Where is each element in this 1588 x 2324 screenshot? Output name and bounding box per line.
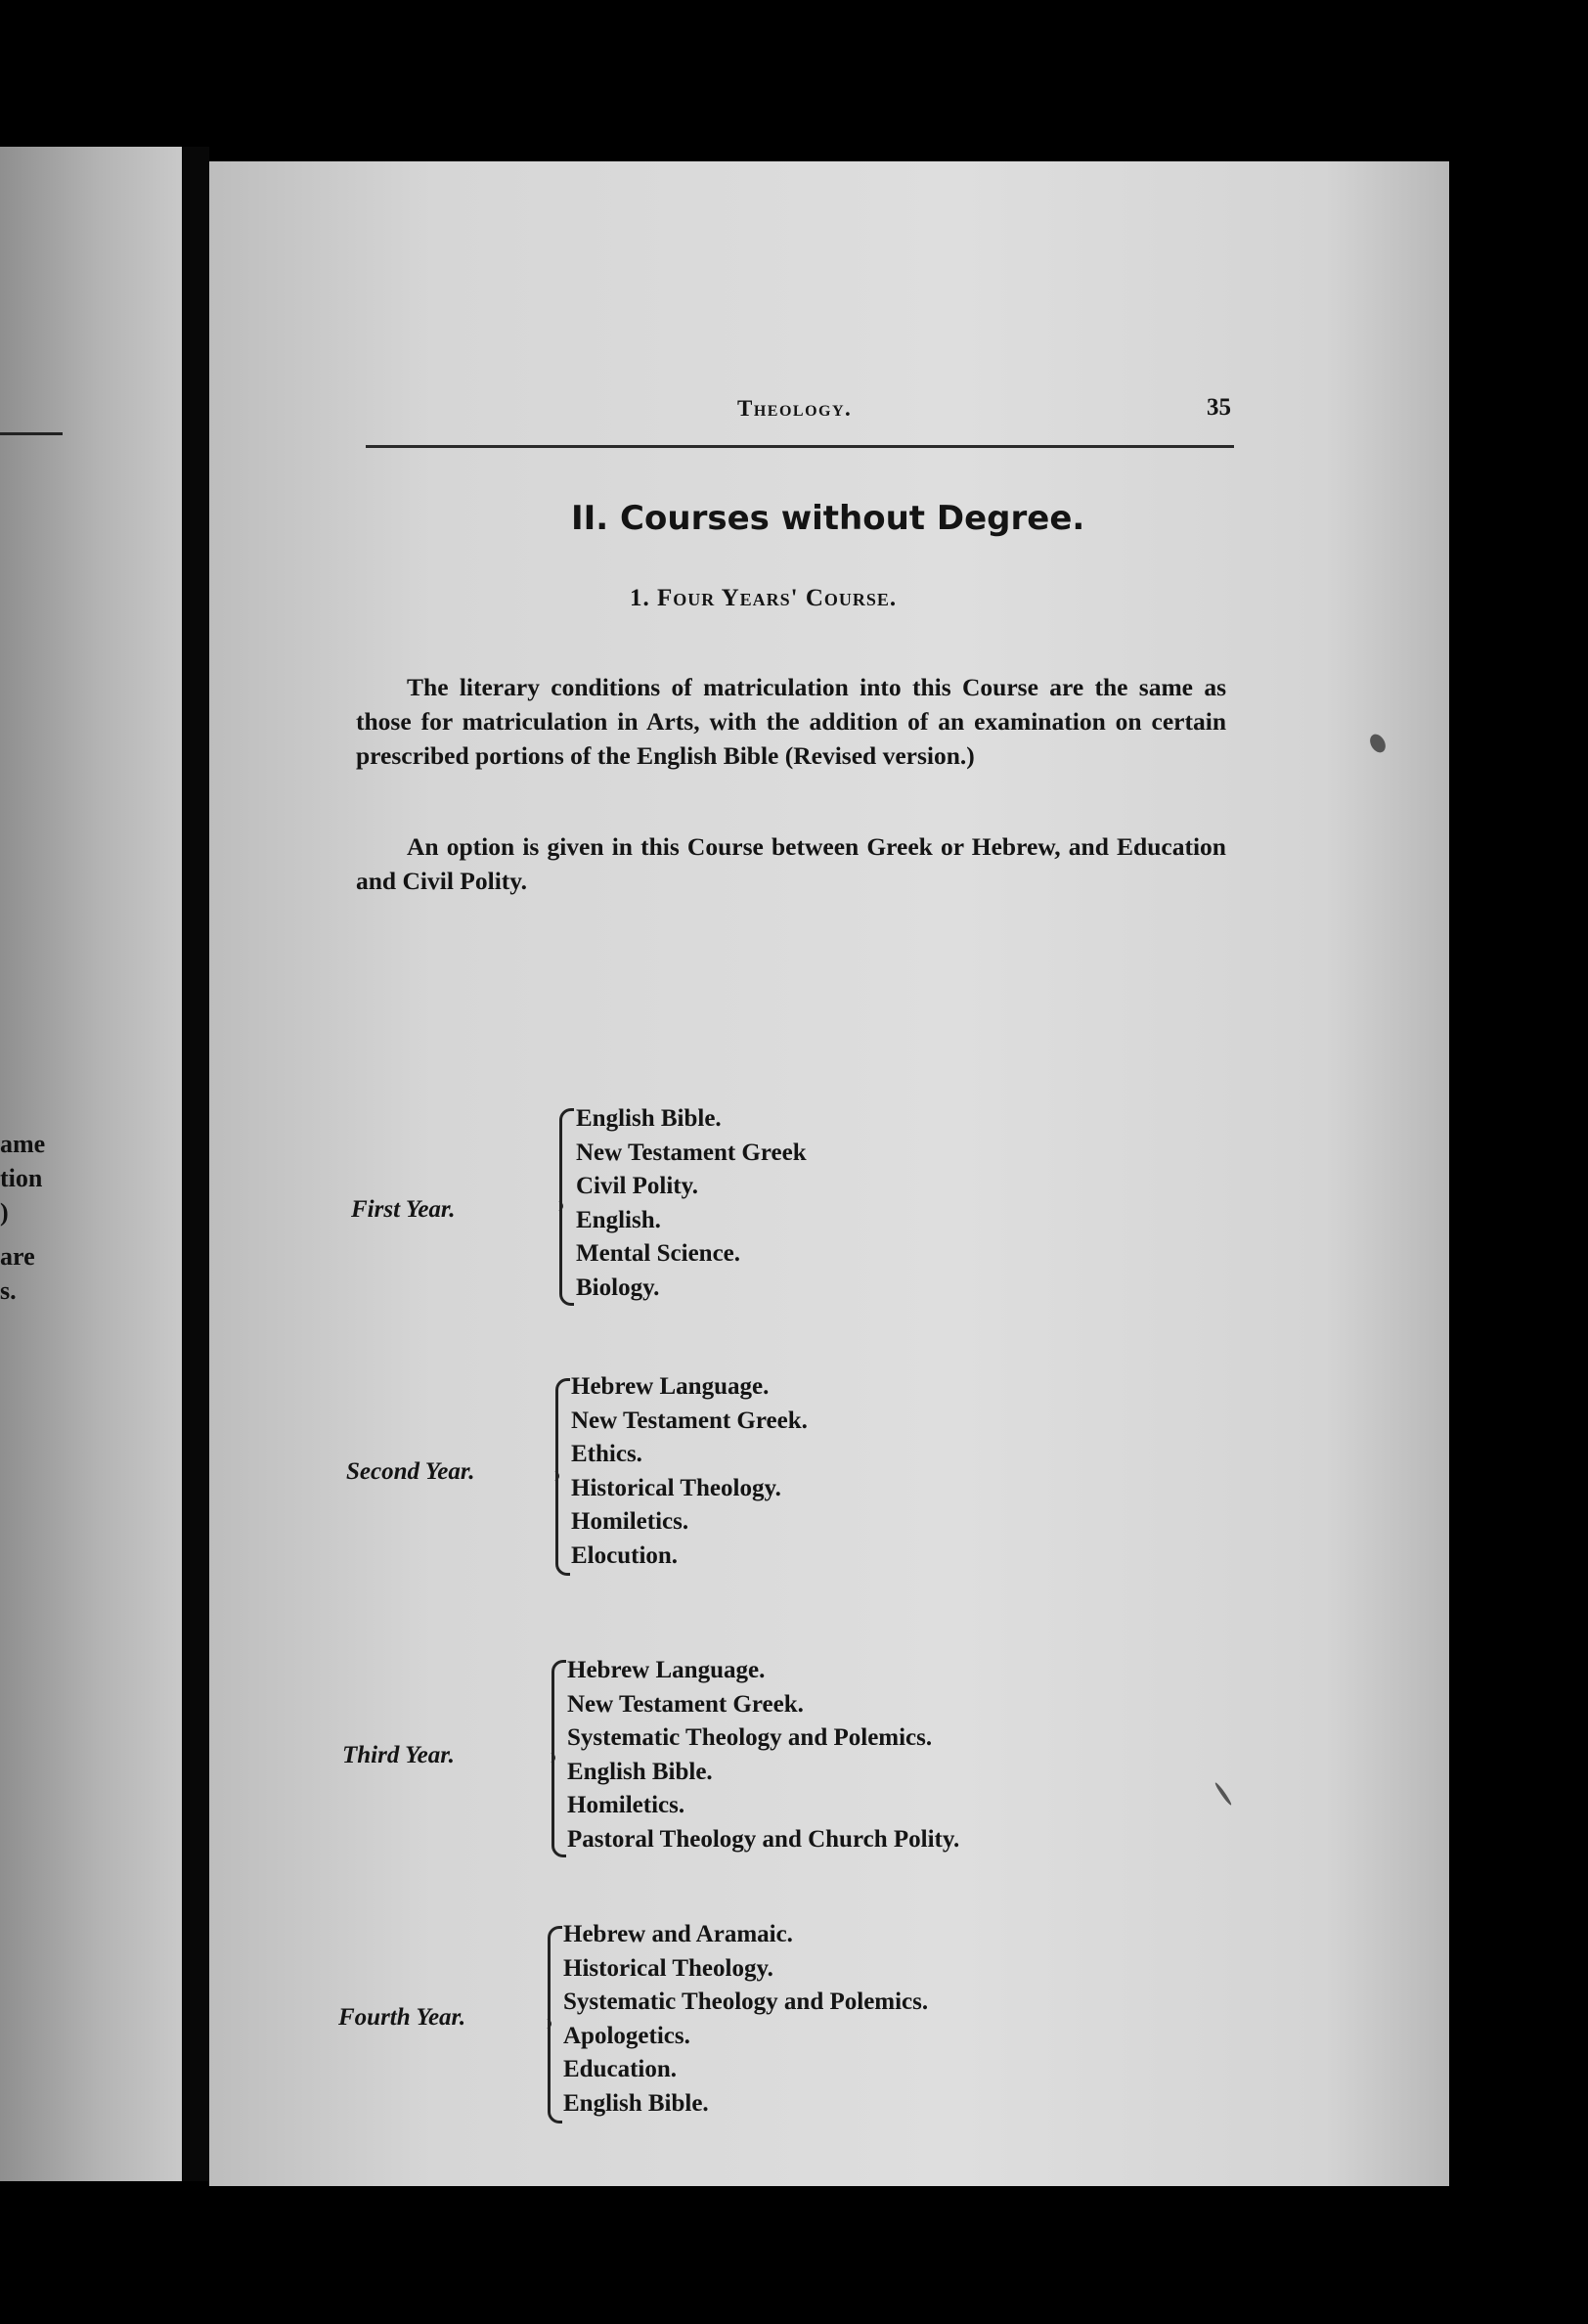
year-label: First Year. [351,1196,456,1223]
subject-item: New Testament Greek. [567,1690,804,1718]
course-title: 1. Four Years' Course. [630,585,898,611]
ink-smudge [1213,1781,1232,1806]
subject-item: English Bible. [563,2089,709,2117]
year-label: Fourth Year. [338,2004,466,2031]
brace [555,1378,570,1576]
subject-item: English Bible. [567,1758,713,1785]
subject-item: Homiletics. [571,1508,689,1535]
subject-item: Pastoral Theology and Church Polity. [567,1825,960,1853]
subject-item: Ethics. [571,1441,642,1467]
subject-list [563,1918,928,2121]
facing-page-rule [0,432,63,435]
book-gutter [182,147,209,2181]
subject-item: English. [576,1206,661,1233]
subject-item: Biology. [576,1274,660,1301]
subject-list [576,1102,807,1305]
facing-page-text: tion [0,1164,43,1192]
subject-item: Education. [563,2056,678,2082]
subject-item: Mental Science. [576,1240,741,1267]
subject-item: New Testament Greek [576,1139,807,1166]
book-page [209,161,1449,2186]
page-header [209,396,1449,435]
brace [548,1926,562,2123]
option-paragraph: An option is given in this Course between Greek or Hebrew, and Education and Civil Polity. [356,832,1226,895]
header-rule [366,445,1234,448]
subject-item: Hebrew Language. [571,1373,770,1400]
subject-item: Systematic Theology and Polemics. [563,1989,929,2015]
facing-page-fragment [0,147,182,2181]
subject-item: Apologetics. [563,2022,690,2049]
subject-item: Historical Theology. [571,1474,781,1501]
brace [559,1108,574,1306]
subject-list [571,1370,808,1573]
section-title: II. Courses without Degree. [571,499,1085,538]
subject-item: Systematic Theology and Polemics. [567,1724,933,1751]
page-number: 35 [1207,394,1231,421]
ink-smudge [1367,732,1389,755]
facing-page-text: s. [0,1276,17,1305]
facing-page-text: ) [0,1198,9,1227]
year-label: Second Year. [346,1458,475,1485]
facing-page-text: ame [0,1130,46,1158]
subject-item: Hebrew Language. [567,1657,766,1683]
subject-item: Elocution. [571,1542,679,1569]
subject-item: Civil Polity. [576,1173,698,1199]
facing-page-text: are [0,1242,35,1271]
subject-item: Homiletics. [567,1792,685,1818]
year-label: Third Year. [342,1742,455,1768]
brace [551,1660,566,1857]
subject-list [567,1654,959,1856]
subject-item: Historical Theology. [563,1954,773,1982]
intro-paragraph: The literary conditions of matriculation into this Course are the same as those for matriculation in Arts, with the addition of an examination on certain prescribed portions of the English Bible (Revised version.) [356,673,1226,770]
subject-item: Hebrew and Aramaic. [563,1921,793,1947]
running-head: Theology. [737,396,853,421]
subject-item: English Bible. [576,1105,722,1132]
subject-item: New Testament Greek. [571,1407,808,1434]
